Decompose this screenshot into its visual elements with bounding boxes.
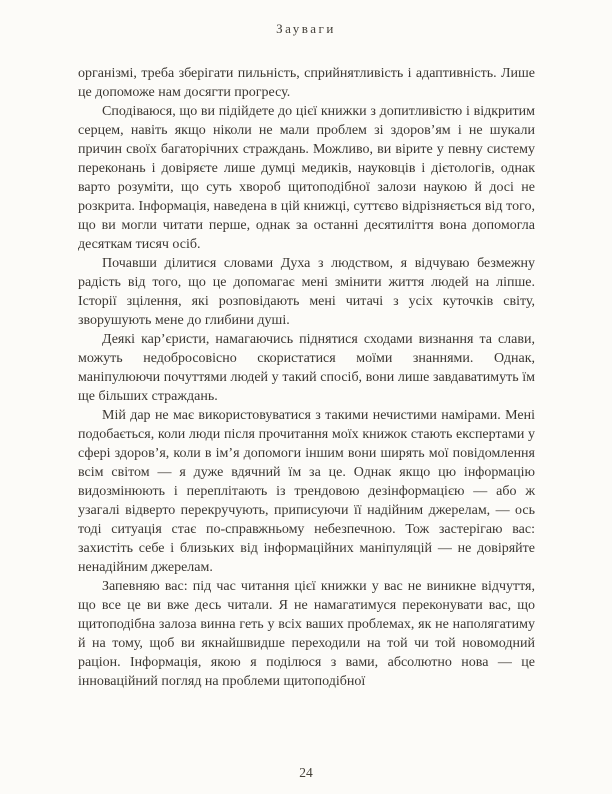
paragraph: Сподіваюся, що ви підійдете до цієї книжки з допитливістю і відкритим серцем, навіть якщо ніколи не мали проблем зі здоров’ям і не шукали причин своїх багаторічних страждань. Можливо, ви вірите у певну систему переконань і довіряєте лише думці медиків, науковців і дієтологів, однак варто розуміти, що суть хвороб щитоподібної залози наукою й досі не розкрита. Інформація, наведена в цій книжці, суттєво відрізняється від того, що ви могли читати перше, однак за останні десятиліття вона допомогла десяткам тисяч осіб. — [78, 104, 535, 252]
paragraph: Мій дар не має використовуватися з такими нечистими намірами. Мені подобається, коли люди після прочитання моїх книжок стають експертами у сфері здоров’я, коли в ім’я допомоги іншим вони ширять мої повідомлення всім світом — я дуже вдячний їм за це. Однак якщо цю інформацію видозмінюють і переплітають із трендовою дезінформацією — або ж узагалі відверто перекручують, приписуючи її надійним джерелам, — ось тоді ситуація стає по-справжньому небезпечною. Тож застерігаю вас: захистіть себе і близьких від інформаційних маніпуляцій — не довіряйте ненадійним джерелам. — [78, 408, 535, 575]
paragraph: Почавши ділитися словами Духа з людством, я відчуваю безмежну радість від того, що це допомагає мені змінити життя людей на ліпше. Історії зцілення, які розповідають мені читачі з усіх куточків світу, зворушують мене до глибини душі. — [78, 256, 535, 328]
paragraph: Деякі кар’єристи, намагаючись піднятися сходами визнання та слави, можуть недобросовісно скористатися моїми знаннями. Однак, маніпулюючи почуттями людей у такий спосіб, вони лише завдаватимуть їм ще більших страждань. — [78, 332, 535, 404]
paragraph: Запевняю вас: під час читання цієї книжки у вас не виникне відчуття, що все це ви вже десь читали. Я не намагатимуся переконувати вас, що щитоподібна залоза винна геть у всіх ваших проблемах, як не наполягатиму й на тому, щоб ви якнайшвидше переходили на той чи той новомодний раціон. Інформація, якою я поділюся з вами, абсолютно нова — це інноваційний погляд на проблеми щитоподібної — [78, 579, 535, 689]
body-text — [78, 64, 535, 691]
page-number: 24 — [299, 765, 313, 780]
paragraph: організмі, треба зберігати пильність, сприйнятливість і адаптивність. Лише це допоможе нам досягти прогресу. — [78, 66, 535, 100]
running-head: Зауваги — [276, 21, 336, 36]
